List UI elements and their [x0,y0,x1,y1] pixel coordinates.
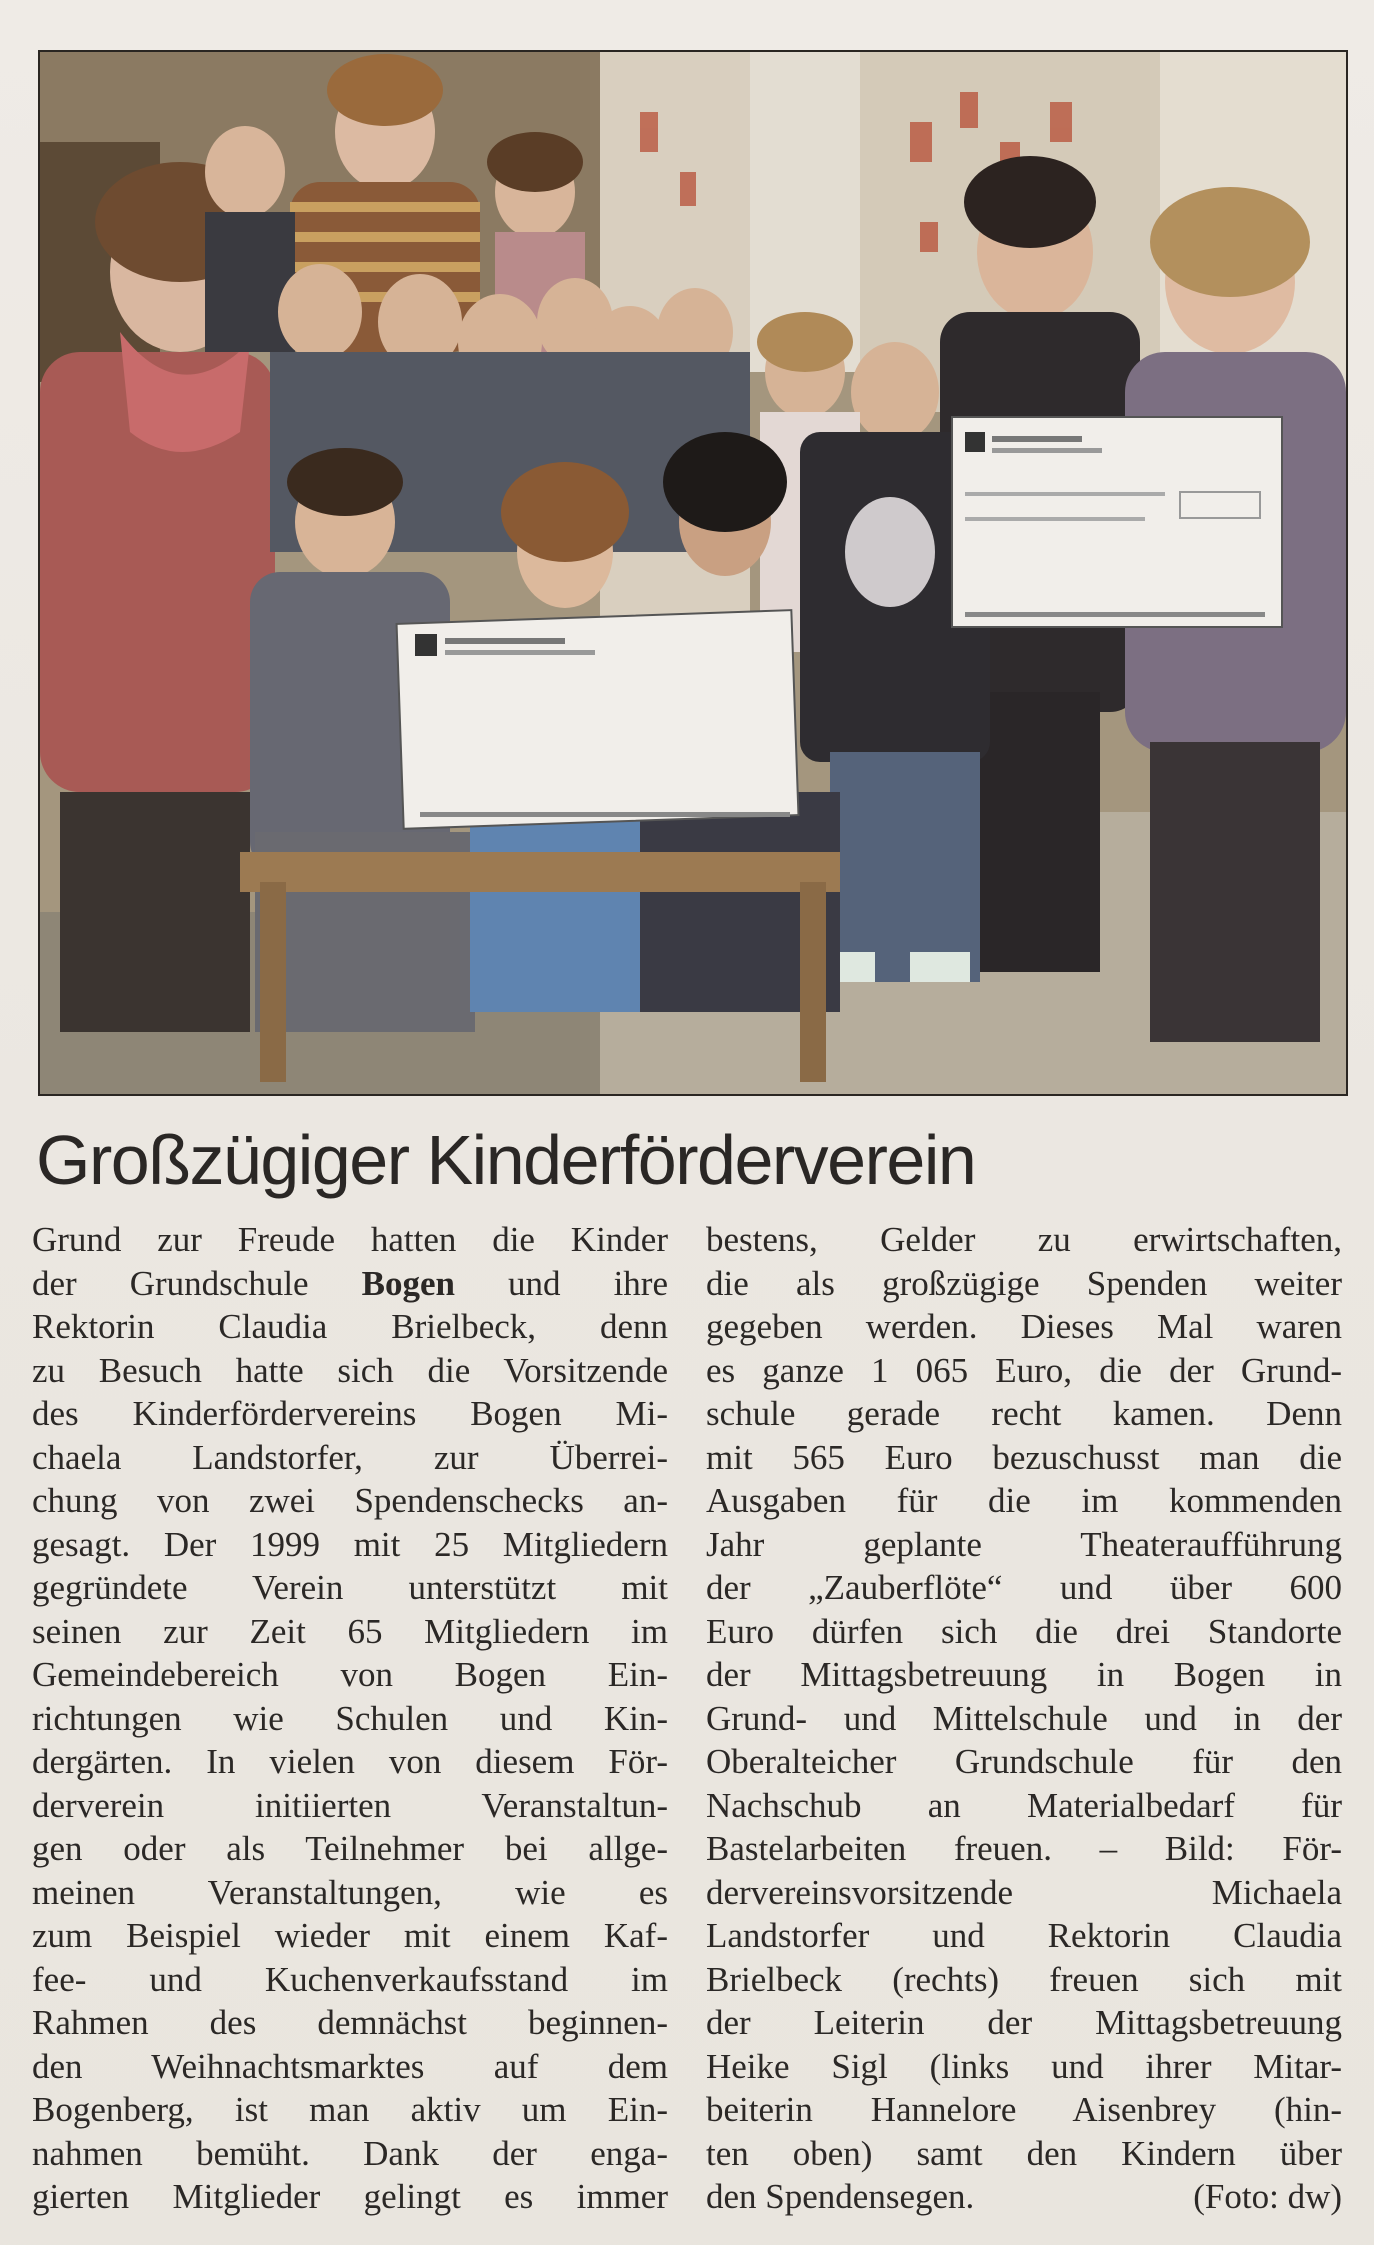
text-line: meinen Veranstaltungen, wie es [32,1872,668,1912]
text-line: Nachschub an Materialbedarf für [706,1785,1342,1825]
text-line: gen oder als Teilnehmer bei allge- [32,1829,668,1868]
text-line: nahmen bemüht. Dank der enga- [32,2133,668,2173]
text-line: chaela Landstorfer, zur Überrei- [32,1437,668,1477]
text-line: zum Beispiel wieder mit einem Kaf- [32,1916,668,1955]
text-line: Jahr geplante Theateraufführung [706,1524,1342,1564]
text-line: Grund- und Mittelschule und in der [706,1698,1342,1738]
text-line: fee- und Kuchenverkaufsstand im [32,1959,668,1999]
text-line: gegründete Verein unterstützt mit [32,1568,668,1607]
text-line: der Mittagsbetreuung in Bogen in [706,1655,1342,1694]
text-line: Ausgaben für die im kommenden [706,1481,1342,1520]
text-line: den Spendensegen. [706,2177,975,2216]
text-line: Grund zur Freude hatten die Kinder [32,1220,668,1259]
text-line: gegeben werden. Dieses Mal waren [706,1307,1342,1346]
text-line: Rektorin Claudia Brielbeck, denn [32,1307,668,1346]
text-line: gesagt. Der 1999 mit 25 Mitgliedern [32,1524,668,1564]
text-line: Landstorfer und Rektorin Claudia [706,1916,1342,1955]
photo-children-with-checks-icon [40,52,1346,1094]
text-line: ten oben) samt den Kindern über [706,2133,1342,2173]
text-line: Oberalteicher Grundschule für den [706,1742,1342,1781]
text-line: chung von zwei Spendenschecks an- [32,1481,668,1520]
text-line: dergärten. In vielen von diesem För- [32,1742,668,1781]
text-line: Bogenberg, ist man aktiv um Ein- [32,2090,668,2129]
text-line: der „Zauberflöte“ und über 600 [706,1568,1342,1607]
text-line: die als großzügige Spenden weiter [706,1263,1342,1303]
last-line-with-credit [706,2175,1342,2219]
text-line: zu Besuch hatte sich die Vorsitzende [32,1350,668,1390]
text-line: seinen zur Zeit 65 Mitgliedern im [32,1611,668,1651]
article-column-left [32,1218,668,2228]
text-line: beiterin Hannelore Aisenbrey (hin- [706,2090,1342,2129]
text-line: Heike Sigl (links und ihrer Mitar- [706,2046,1342,2086]
text-line: Gemeindebereich von Bogen Ein- [32,1655,668,1694]
text-line: der Leiterin der Mittagsbetreuung [706,2003,1342,2042]
text-line: des Kinderfördervereins Bogen Mi- [32,1394,668,1433]
article-photo [38,50,1348,1096]
text-line: bestens, Gelder zu erwirtschaften, [706,1220,1342,1259]
photo-credit: (Foto: dw) [1193,2177,1342,2216]
text-line: dervereinsvorsitzende Michaela [706,1872,1342,1912]
text-line: es ganze 1 065 Euro, die der Grund- [706,1350,1342,1390]
text-line: der Grundschule Bogen und ihre [32,1263,668,1303]
text-line: gierten Mitglieder gelingt es immer [32,2177,668,2216]
text-line: richtungen wie Schulen und Kin- [32,1698,668,1738]
text-line: Euro dürfen sich die drei Standorte [706,1611,1342,1651]
article-column-right [706,1218,1342,2228]
article-headline: Großzügiger Kinderförderverein [36,1121,976,1199]
text-line: Rahmen des demnächst beginnen- [32,2003,668,2042]
text-line: mit 565 Euro bezuschusst man die [706,1437,1342,1477]
text-line: Bastelarbeiten freuen. – Bild: För- [706,1829,1342,1868]
text-line: Brielbeck (rechts) freuen sich mit [706,1959,1342,1999]
text-line: den Weihnachtsmarktes auf dem [32,2046,668,2086]
text-line: schule gerade recht kamen. Denn [706,1394,1342,1433]
text-line: derverein initiierten Veranstaltun- [32,1785,668,1825]
